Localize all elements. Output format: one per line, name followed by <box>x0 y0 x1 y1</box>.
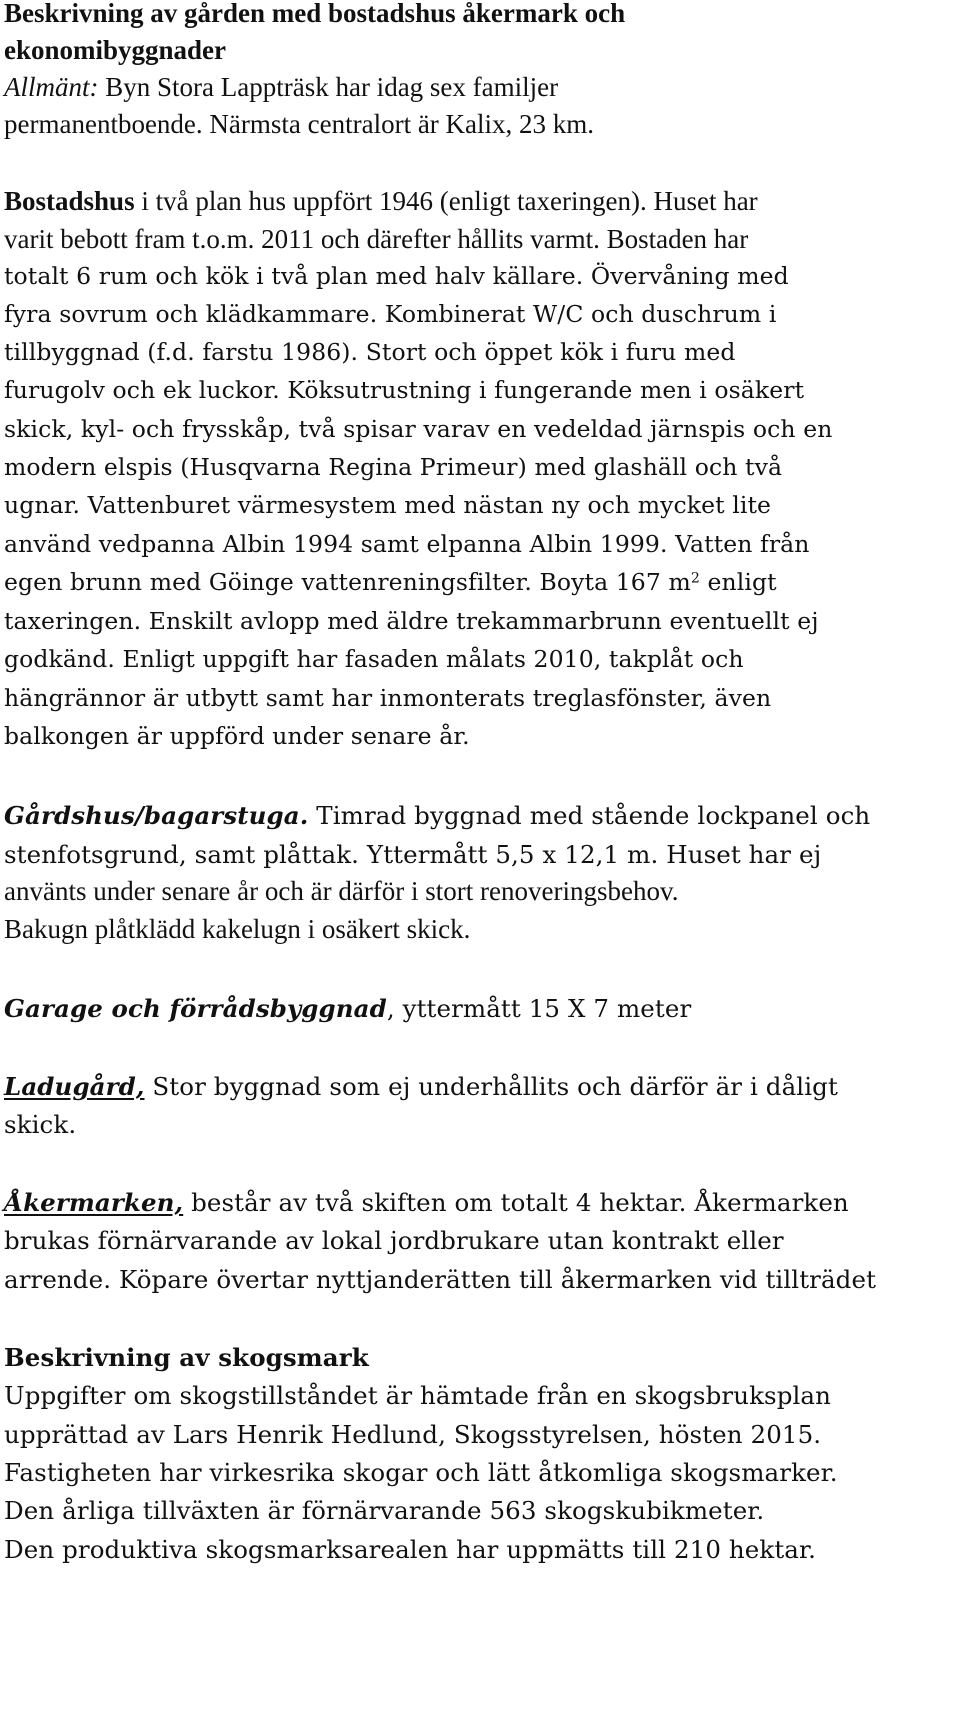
gardshus-line-2 <box>4 840 821 869</box>
bostadshus-heading: Bostadshus <box>4 186 135 216</box>
bostadshus-text-8: modern elspis (Husqvarna Regina Primeur) med glashäll och två <box>4 453 783 481</box>
document-title-cont <box>4 35 226 66</box>
akermarken-text-1: består av två skiften om totalt 4 hektar. Åkermarken <box>183 1188 849 1217</box>
bostadshus-text-14: hängrännor är utbytt samt har inmonterats treglasfönster, även <box>4 684 772 712</box>
bostadshus-line-2 <box>4 224 748 255</box>
skogsmark-text-1: Uppgifter om skogstillståndet är hämtade från en skogsbruksplan <box>4 1381 832 1410</box>
document-title <box>4 0 625 29</box>
akermarken-line-1 <box>4 1188 849 1217</box>
ladugard-text-1: Stor byggnad som ej underhållits och därför är i dåligt <box>144 1072 838 1101</box>
bostadshus-text-11-end: enligt <box>699 568 777 596</box>
gardshus-text-4: Bakugn plåtklädd kakelugn i osäkert skick. <box>4 914 471 944</box>
gardshus-text-3: använts under senare år och är därför i stort renoveringsbehov. <box>4 876 679 906</box>
skogsmark-line-4 <box>4 1496 764 1525</box>
bostadshus-text-15: balkongen är uppförd under senare år. <box>4 722 470 750</box>
gardshus-text-1: Timrad byggnad med stående lockpanel och <box>308 801 871 830</box>
bostadshus-text-9: ugnar. Vattenburet värmesystem med nästan ny och mycket lite <box>4 491 772 519</box>
ladugard-line-1 <box>4 1072 838 1101</box>
gardshus-line-4 <box>4 914 470 945</box>
ladugard-text-2: skick. <box>4 1110 77 1139</box>
bostadshus-line-11 <box>4 568 777 596</box>
bostadshus-line-12 <box>4 607 819 635</box>
bostadshus-line-10 <box>4 530 810 558</box>
bostadshus-line-5 <box>4 338 736 366</box>
general-text: Byn Stora Lappträsk har idag sex familjer <box>98 72 559 102</box>
bostadshus-line-6 <box>4 376 804 404</box>
akermarken-heading: Åkermarken, <box>4 1188 184 1217</box>
bostadshus-text-3: totalt 6 rum och kök i två plan med halv källare. Övervåning med <box>4 262 789 290</box>
skogsmark-line-3 <box>4 1458 838 1487</box>
general-text-line-2: permanentboende. Närmsta centralort är Kalix, 23 km. <box>4 109 595 139</box>
bostadshus-text-6: furugolv och ek luckor. Köksutrustning i fungerande men i osäkert <box>4 376 805 404</box>
bostadshus-text-4: fyra sovrum och klädkammare. Kombinerat W/C och duschrum i <box>4 300 777 328</box>
akermarken-line-3 <box>4 1265 876 1294</box>
bostadshus-text-7: skick, kyl- och frysskåp, två spisar varav en vedeldad järnspis och en <box>4 415 833 443</box>
general-paragraph <box>4 72 558 103</box>
bostadshus-text-5: tillbyggnad (f.d. farstu 1986). Stort och öppet kök i furu med <box>4 338 736 366</box>
title-line-2: ekonomibyggnader <box>4 35 227 65</box>
general-label: Allmänt: <box>4 72 99 102</box>
bostadshus-text-10: använd vedpanna Albin 1994 samt elpanna Albin 1999. Vatten från <box>4 530 810 558</box>
gardshus-line-3 <box>4 876 679 907</box>
skogsmark-line-5 <box>4 1535 816 1564</box>
akermarken-text-2: brukas förnärvarande av lokal jordbrukare utan kontrakt eller <box>4 1226 784 1255</box>
skogsmark-text-2: upprättad av Lars Henrik Hedlund, Skogsstyrelsen, hösten 2015. <box>4 1420 822 1449</box>
ladugard-heading: Ladugård, <box>4 1072 145 1101</box>
bostadshus-line-1 <box>4 186 758 217</box>
garage-heading: Garage och förrådsbyggnad <box>4 994 387 1023</box>
skogsmark-line-2 <box>4 1420 821 1449</box>
bostadshus-line-8 <box>4 453 782 481</box>
bostadshus-line-3 <box>4 262 789 290</box>
bostadshus-text-12: taxeringen. Enskilt avlopp med äldre trekammarbrunn eventuellt ej <box>4 607 819 635</box>
gardshus-line-1 <box>4 801 870 830</box>
ladugard-line-2 <box>4 1110 76 1139</box>
title-line-1: Beskrivning av gården med bostadshus åkermark och <box>4 0 626 28</box>
skogsmark-text-4: Den årliga tillväxten är förnärvarande 563 skogskubikmeter. <box>4 1496 765 1525</box>
skogsmark-text-3: Fastigheten har virkesrika skogar och lätt åtkomliga skogsmarker. <box>4 1458 838 1487</box>
bostadshus-line-4 <box>4 300 776 328</box>
skogsmark-heading-text: Beskrivning av skogsmark <box>4 1343 369 1372</box>
garage-line <box>4 994 691 1023</box>
bostadshus-line-13 <box>4 645 744 673</box>
bostadshus-line-9 <box>4 491 771 519</box>
bostadshus-text-2: varit bebott fram t.o.m. 2011 och därefter hållits varmt. Bostaden har <box>4 224 749 254</box>
skogsmark-heading <box>4 1343 369 1372</box>
bostadshus-text-1: i två plan hus uppfört 1946 (enligt taxeringen). Huset har <box>134 186 758 216</box>
gardshus-text-2: stenfotsgrund, samt plåttak. Yttermått 5,5 x 12,1 m. Huset har ej <box>4 840 822 869</box>
skogsmark-text-5: Den produktiva skogsmarksarealen har uppmätts till 210 hektar. <box>4 1535 816 1564</box>
general-paragraph-line-2 <box>4 109 594 140</box>
bostadshus-text-11: egen brunn med Göinge vattenreningsfilter. Boyta 167 m <box>4 568 691 596</box>
akermarken-text-3: arrende. Köpare övertar nyttjanderätten till åkermarken vid tillträdet <box>4 1265 877 1294</box>
bostadshus-line-14 <box>4 684 771 712</box>
bostadshus-line-15 <box>4 722 470 750</box>
superscript-2: 2 <box>690 570 700 587</box>
bostadshus-text-13: godkänd. Enligt uppgift har fasaden målats 2010, takplåt och <box>4 645 744 673</box>
skogsmark-line-1 <box>4 1381 831 1410</box>
gardshus-heading: Gårdshus/bagarstuga. <box>4 801 309 830</box>
garage-text: , yttermått 15 X 7 meter <box>386 994 692 1023</box>
bostadshus-line-7 <box>4 415 832 443</box>
akermarken-line-2 <box>4 1226 784 1255</box>
